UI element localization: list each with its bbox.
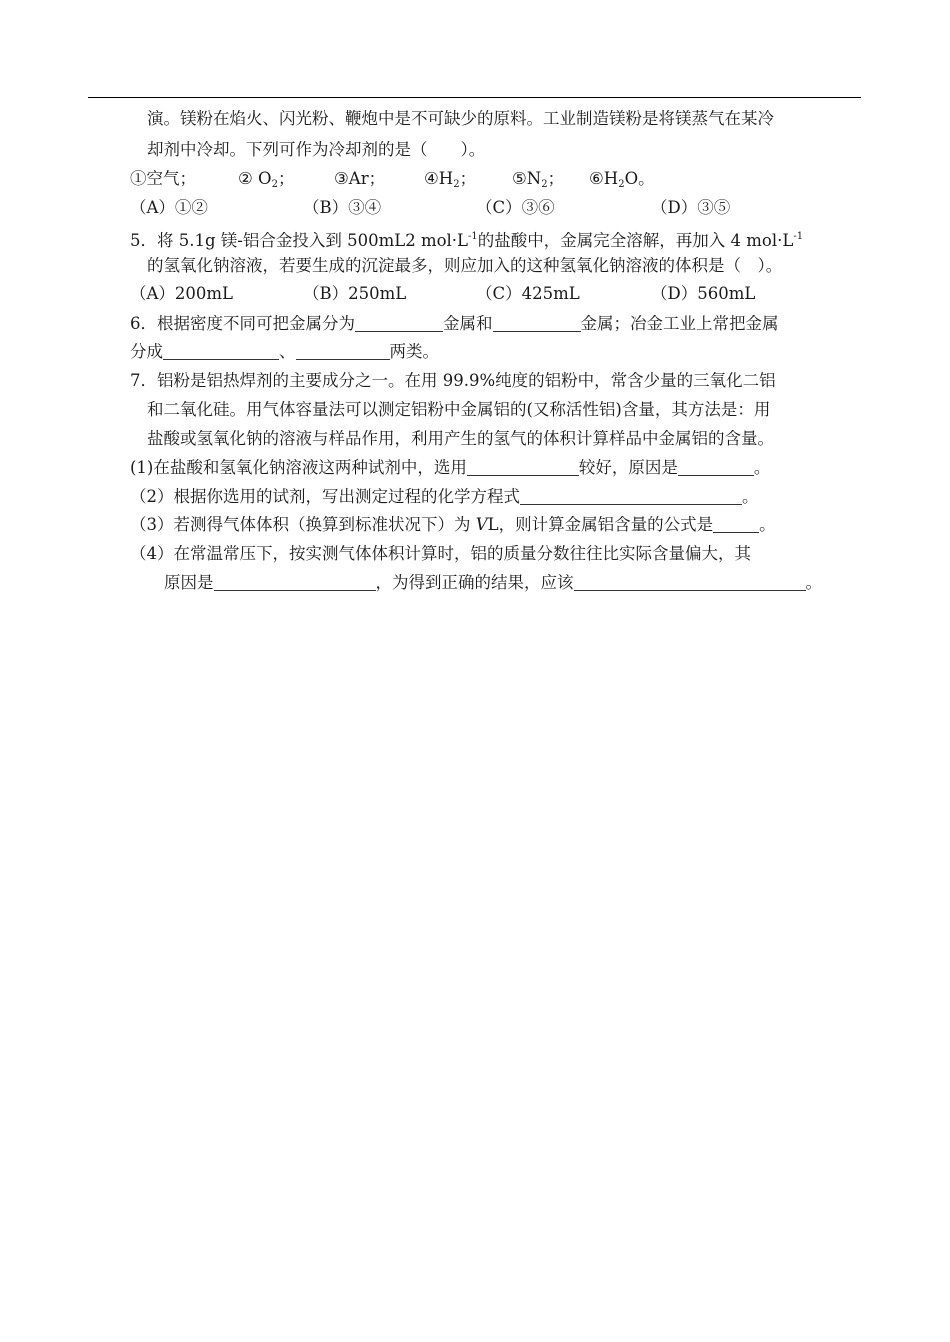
q5-line2: 的氢氧化钠溶液，若要生成的沉淀最多，则应加入的这种氢氧化钠溶液的体积是（ ）。 [147,256,783,275]
q6-blank-1[interactable] [355,317,443,332]
q7-blank-equation[interactable] [520,490,742,505]
q7-part4-line2: 原因是 ，为得到正确的结果，应该 。 [164,573,822,592]
q5-option-d[interactable]: （D）560mL [651,284,756,303]
q4-line2: 却剂中冷却。下列可作为冷却剂的是（ ）。 [147,140,486,159]
q7-line1: 7．铝粉是铝热焊剂的主要成分之一。在用 99.9%纯度的铝粉中，常含少量的三氧化二铝 [130,371,776,390]
q5-option-b[interactable]: （B）250mL [303,284,407,303]
q7-blank-reason[interactable] [678,461,754,476]
q5-line1: 5．将 5.1g 镁-铝合金投入到 500mL2 $mol\cdot L^{-1}$的盐酸中，金属完全溶解，再加入 4 $mol\cdot L^{-1}$ [130,231,804,250]
q6-line1: 6．根据密度不同可把金属分为 金属和 金属；冶金工业上常把金属 [130,314,779,333]
q4-item-4: $④H_2$； [424,169,477,190]
q5-option-c[interactable]: （C）425mL [476,284,580,303]
q4-item-1: ①空气； [130,169,196,188]
q4-item-5: $⑤N_2$； [512,169,565,190]
q6-blank-4[interactable] [296,345,390,360]
q7-part2: （2）根据你选用的试剂，写出测定过程的化学方程式 。 [130,487,759,506]
q7-part4-line1: （4）在常温常压下，按实测气体体积计算时，铝的质量分数往往比实际含量偏大，其 [130,544,751,563]
q4-option-b[interactable]: （B）③④ [303,198,382,217]
q4-item-3: ③Ar； [334,169,386,188]
q7-blank-cause[interactable] [214,576,376,591]
q6-blank-2[interactable] [493,317,581,332]
q4-option-d[interactable]: （D）③⑤ [651,198,731,217]
header-rule [88,97,861,98]
q4-line1: 演。镁粉在焰火、闪光粉、鞭炮中是不可缺少的原料。工业制造镁粉是将镁蒸气在某冷 [147,109,774,128]
q5-option-a[interactable]: （A）200mL [130,284,234,303]
q4-item-6: $⑥H_2O$。 [589,169,655,190]
q7-line2: 和二氧化硅。用气体容量法可以测定铝粉中金属铝的(又称活性铝)含量，其方法是：用 [147,400,771,419]
q7-part1: (1)在盐酸和氢氧化钠溶液这两种试剂中，选用 较好，原因是 。 [130,458,771,477]
q6-blank-3[interactable] [163,345,279,360]
q7-blank-formula[interactable] [713,518,759,533]
q7-blank-reagent[interactable] [467,461,579,476]
q4-option-c[interactable]: （C）③⑥ [476,198,555,217]
q6-line2: 分成 、 两类。 [130,342,439,361]
q4-option-a[interactable]: （A）①② [130,198,208,217]
q7-blank-fix[interactable] [574,576,806,591]
q4-item-2: ② $O_2$； [238,169,295,190]
q7-line3: 盐酸或氢氧化钠的溶液与样品作用，利用产生的氢气的体积计算样品中金属铝的含量。 [147,429,774,448]
q7-part3: （3）若测得气体体积（换算到标准状况下）为 VL，则计算金属铝含量的公式是 。 [130,515,776,534]
